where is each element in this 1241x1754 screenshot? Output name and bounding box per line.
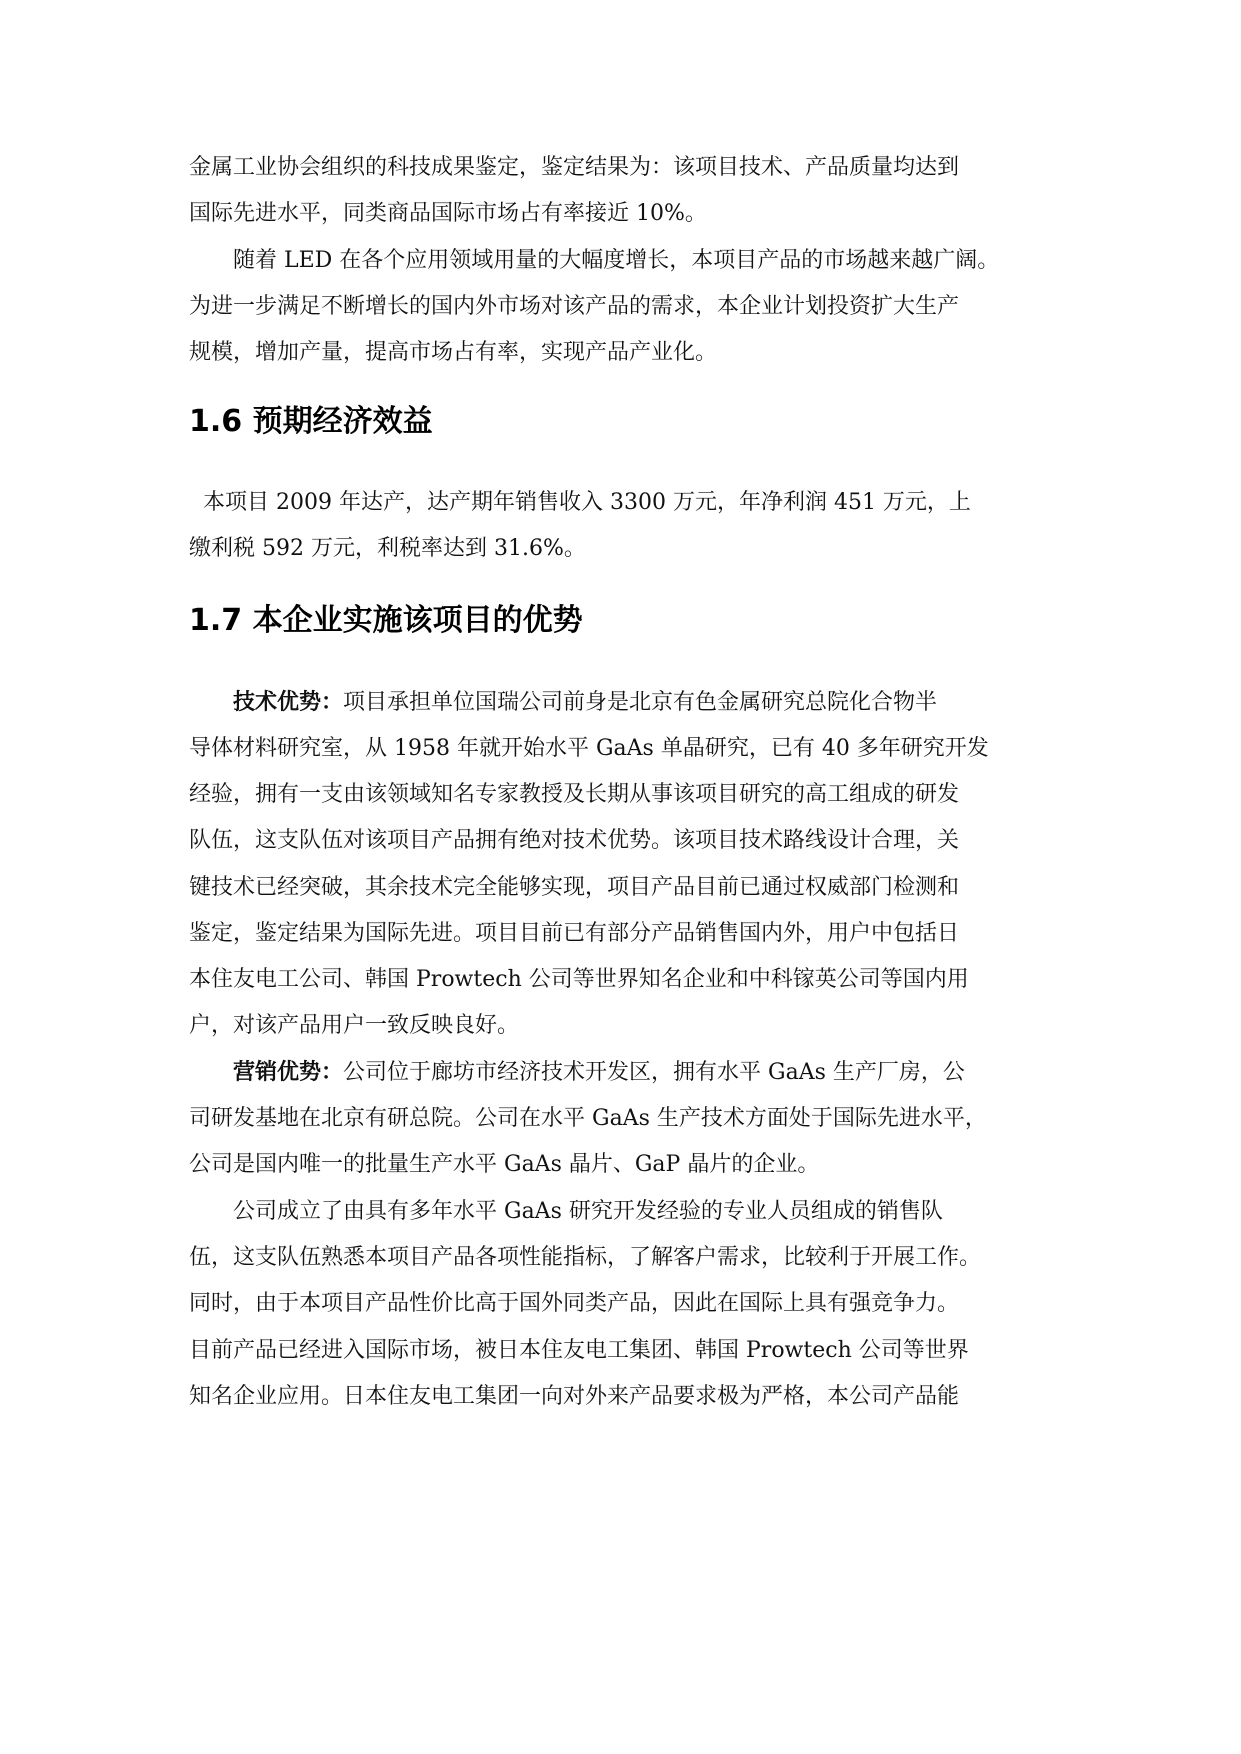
body-text-line: 本住友电工公司、韩国 Prowtech 公司等世界知名企业和中科镓英公司等国内用 (189, 967, 969, 992)
body-text-line: 鉴定，鉴定结果为国际先进。项目目前已有部分产品销售国内外，用户中包括日 (189, 921, 960, 946)
body-text-line: 目前产品已经进入国际市场，被日本住友电工集团、韩国 Prowtech 公司等世界 (189, 1338, 969, 1363)
body-text-line: 为进一步满足不断增长的国内外市场对该产品的需求，本企业计划投资扩大生产 (189, 294, 960, 319)
marketing-advantage-label: 营销优势： (233, 1060, 344, 1085)
body-text-line: 知名企业应用。日本住友电工集团一向对外来产品要求极为严格，本公司产品能 (189, 1384, 960, 1409)
body-text-line: 公司是国内唯一的批量生产水平 GaAs 晶片、GaP 晶片的企业。 (189, 1152, 820, 1177)
section-heading-1-7: 1.7 本企业实施该项目的优势 (189, 603, 583, 638)
body-text-line: 键技术已经突破，其余技术完全能够实现，项目产品目前已通过权威部门检测和 (189, 875, 960, 900)
body-text-line: 公司成立了由具有多年水平 GaAs 研究开发经验的专业人员组成的销售队 (233, 1199, 943, 1224)
body-text-line: 规模，增加产量，提高市场占有率，实现产品产业化。 (189, 340, 718, 365)
body-text-line: 金属工业协会组织的科技成果鉴定，鉴定结果为：该项目技术、产品质量均达到 (189, 155, 960, 180)
body-text-line: 缴利税 592 万元，利税率达到 31.6%。 (189, 536, 586, 561)
body-text-line: 同时，由于本项目产品性价比高于国外同类产品，因此在国际上具有强竞争力。 (189, 1291, 960, 1316)
tech-advantage-first-line (233, 688, 1059, 718)
section-heading-1-6: 1.6 预期经济效益 (189, 404, 433, 439)
body-text-line: 户，对该产品用户一致反映良好。 (189, 1013, 520, 1038)
body-text-line: 司研发基地在北京有研总院。公司在水平 GaAs 生产技术方面处于国际先进水平， (189, 1106, 987, 1131)
body-text-line: 伍，这支队伍熟悉本项目产品各项性能指标，了解客户需求，比较利于开展工作。 (189, 1245, 982, 1270)
marketing-advantage-first-line (233, 1058, 1059, 1088)
body-text-span: 项目承担单位国瑞公司前身是北京有色金属研究总院化合物半 (343, 690, 938, 715)
body-text-line: 队伍，这支队伍对该项目产品拥有绝对技术优势。该项目技术路线设计合理，关 (189, 828, 960, 853)
body-text-span: 公司位于廊坊市经济技术开发区，拥有水平 GaAs 生产厂房，公 (343, 1060, 965, 1085)
body-text-line: 国际先进水平，同类商品国际市场占有率接近 10%。 (189, 201, 707, 226)
body-text-line: 随着 LED 在各个应用领域用量的大幅度增长，本项目产品的市场越来越广阔。 (233, 248, 1000, 273)
body-text-line: 导体材料研究室，从 1958 年就开始水平 GaAs 单晶研究，已有 40 多年研究开发 (189, 736, 989, 761)
tech-advantage-label: 技术优势： (233, 690, 344, 715)
body-text-line: 经验，拥有一支由该领域知名专家教授及长期从事该项目研究的高工组成的研发 (189, 782, 960, 807)
body-text-line: 本项目 2009 年达产，达产期年销售收入 3300 万元，年净利润 451 万元，上 (203, 490, 971, 515)
